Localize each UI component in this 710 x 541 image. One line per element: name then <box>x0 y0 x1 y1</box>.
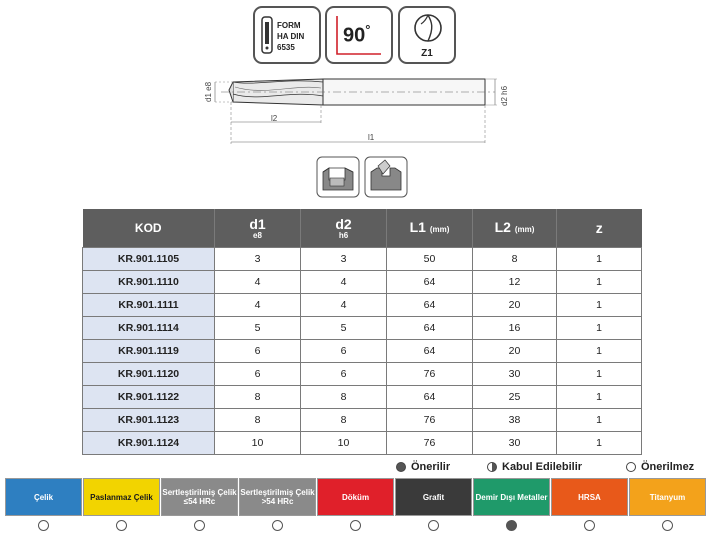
col-l2: L2 (mm) <box>473 209 557 248</box>
col-l1: L1 (mm) <box>387 209 473 248</box>
empty-circle-icon <box>272 520 283 531</box>
flutes-badge <box>398 6 456 64</box>
cell-d1: 3 <box>215 248 301 271</box>
empty-circle-icon <box>626 462 636 472</box>
legend-recommended: Önerilir <box>396 461 450 473</box>
cell-kod: KR.901.1114 <box>83 317 215 340</box>
cell-l1: 76 <box>387 409 473 432</box>
dim-l2: l2 <box>271 114 278 123</box>
cell-d2: 6 <box>301 363 387 386</box>
cell-d1: 8 <box>215 386 301 409</box>
table-row <box>83 340 642 363</box>
col-kod: KOD <box>83 209 215 248</box>
table-row <box>83 432 642 455</box>
table-row <box>83 363 642 386</box>
filled-circle-icon <box>506 520 517 531</box>
col-d2: d2 h6 <box>301 209 387 248</box>
form-badge <box>253 6 321 64</box>
cell-l2: 30 <box>473 363 557 386</box>
material-cell: Döküm <box>317 478 394 516</box>
cell-l2: 25 <box>473 386 557 409</box>
cell-z: 1 <box>557 340 642 363</box>
material-cell: Sertleştirilmiş Çelik >54 HRc <box>239 478 316 516</box>
cell-d2: 5 <box>301 317 387 340</box>
col-d1: d1 e8 <box>215 209 301 248</box>
empty-circle-icon <box>428 520 439 531</box>
cell-z: 1 <box>557 271 642 294</box>
cell-l1: 64 <box>387 386 473 409</box>
cell-z: 1 <box>557 317 642 340</box>
table-row <box>83 294 642 317</box>
empty-circle-icon <box>584 520 595 531</box>
empty-circle-icon <box>194 520 205 531</box>
cell-kod: KR.901.1110 <box>83 271 215 294</box>
single-flute-icon <box>412 12 444 44</box>
cell-d2: 8 <box>301 409 387 432</box>
table-row <box>83 317 642 340</box>
cell-d1: 8 <box>215 409 301 432</box>
cell-z: 1 <box>557 363 642 386</box>
cell-d2: 4 <box>301 294 387 317</box>
cell-d1: 4 <box>215 294 301 317</box>
cell-d2: 8 <box>301 386 387 409</box>
spec-table <box>82 209 642 455</box>
cell-d1: 10 <box>215 432 301 455</box>
empty-circle-icon <box>350 520 361 531</box>
slot-milling-icon <box>317 157 359 197</box>
cell-z: 1 <box>557 386 642 409</box>
cell-z: 1 <box>557 409 642 432</box>
shank-form-icon <box>261 16 273 54</box>
angle-value: 90° <box>343 22 371 47</box>
legend-not-recommended: Önerilmez <box>626 461 694 473</box>
material-compatibility <box>5 478 707 538</box>
cell-kod: KR.901.1105 <box>83 248 215 271</box>
cell-l2: 38 <box>473 409 557 432</box>
cell-d1: 5 <box>215 317 301 340</box>
cell-kod: KR.901.1123 <box>83 409 215 432</box>
material-cell: Grafit <box>395 478 472 516</box>
cell-l2: 20 <box>473 340 557 363</box>
empty-circle-icon <box>662 520 673 531</box>
tool-drawing <box>195 72 525 150</box>
cell-l2: 12 <box>473 271 557 294</box>
dim-l1: l1 <box>368 133 375 142</box>
table-row <box>83 271 642 294</box>
flutes-label: Z1 <box>421 48 433 59</box>
table-body <box>83 248 642 455</box>
cell-d2: 3 <box>301 248 387 271</box>
legend-acceptable: Kabul Edilebilir <box>487 461 582 473</box>
cell-d1: 6 <box>215 363 301 386</box>
material-cell: Paslanmaz Çelik <box>83 478 160 516</box>
cell-z: 1 <box>557 248 642 271</box>
cell-l1: 64 <box>387 294 473 317</box>
cell-l2: 20 <box>473 294 557 317</box>
empty-circle-icon <box>38 520 49 531</box>
cell-z: 1 <box>557 432 642 455</box>
cell-l1: 76 <box>387 432 473 455</box>
table-row <box>83 248 642 271</box>
cell-d1: 4 <box>215 271 301 294</box>
cell-kod: KR.901.1124 <box>83 432 215 455</box>
material-cell: Demir Dışı Metaller <box>473 478 550 516</box>
col-z: z <box>557 209 642 248</box>
table-row <box>83 409 642 432</box>
half-circle-icon <box>487 462 497 472</box>
profile-milling-icon <box>365 157 407 197</box>
cell-l1: 64 <box>387 271 473 294</box>
form-label: FORM HA DIN 6535 <box>277 21 305 52</box>
cell-kod: KR.901.1111 <box>83 294 215 317</box>
material-cell: Titanyum <box>629 478 706 516</box>
cell-l2: 30 <box>473 432 557 455</box>
dim-d2: d2 h6 <box>500 85 509 106</box>
material-cell: Çelik <box>5 478 82 516</box>
cell-d2: 6 <box>301 340 387 363</box>
empty-circle-icon <box>116 520 127 531</box>
cell-d2: 4 <box>301 271 387 294</box>
cell-l1: 50 <box>387 248 473 271</box>
cell-kod: KR.901.1119 <box>83 340 215 363</box>
material-cell: HRSA <box>551 478 628 516</box>
cell-kod: KR.901.1122 <box>83 386 215 409</box>
cell-kod: KR.901.1120 <box>83 363 215 386</box>
angle-badge <box>325 6 393 64</box>
application-icons <box>316 156 408 198</box>
cell-l1: 64 <box>387 317 473 340</box>
material-cell: Sertleştirilmiş Çelik ≤54 HRc <box>161 478 238 516</box>
dim-d1: d1 e8 <box>204 81 213 102</box>
cell-d2: 10 <box>301 432 387 455</box>
filled-circle-icon <box>396 462 406 472</box>
cell-l1: 76 <box>387 363 473 386</box>
cell-l1: 64 <box>387 340 473 363</box>
table-row <box>83 386 642 409</box>
table-header-row <box>83 209 642 248</box>
cell-z: 1 <box>557 294 642 317</box>
cell-l2: 16 <box>473 317 557 340</box>
cell-l2: 8 <box>473 248 557 271</box>
cell-d1: 6 <box>215 340 301 363</box>
